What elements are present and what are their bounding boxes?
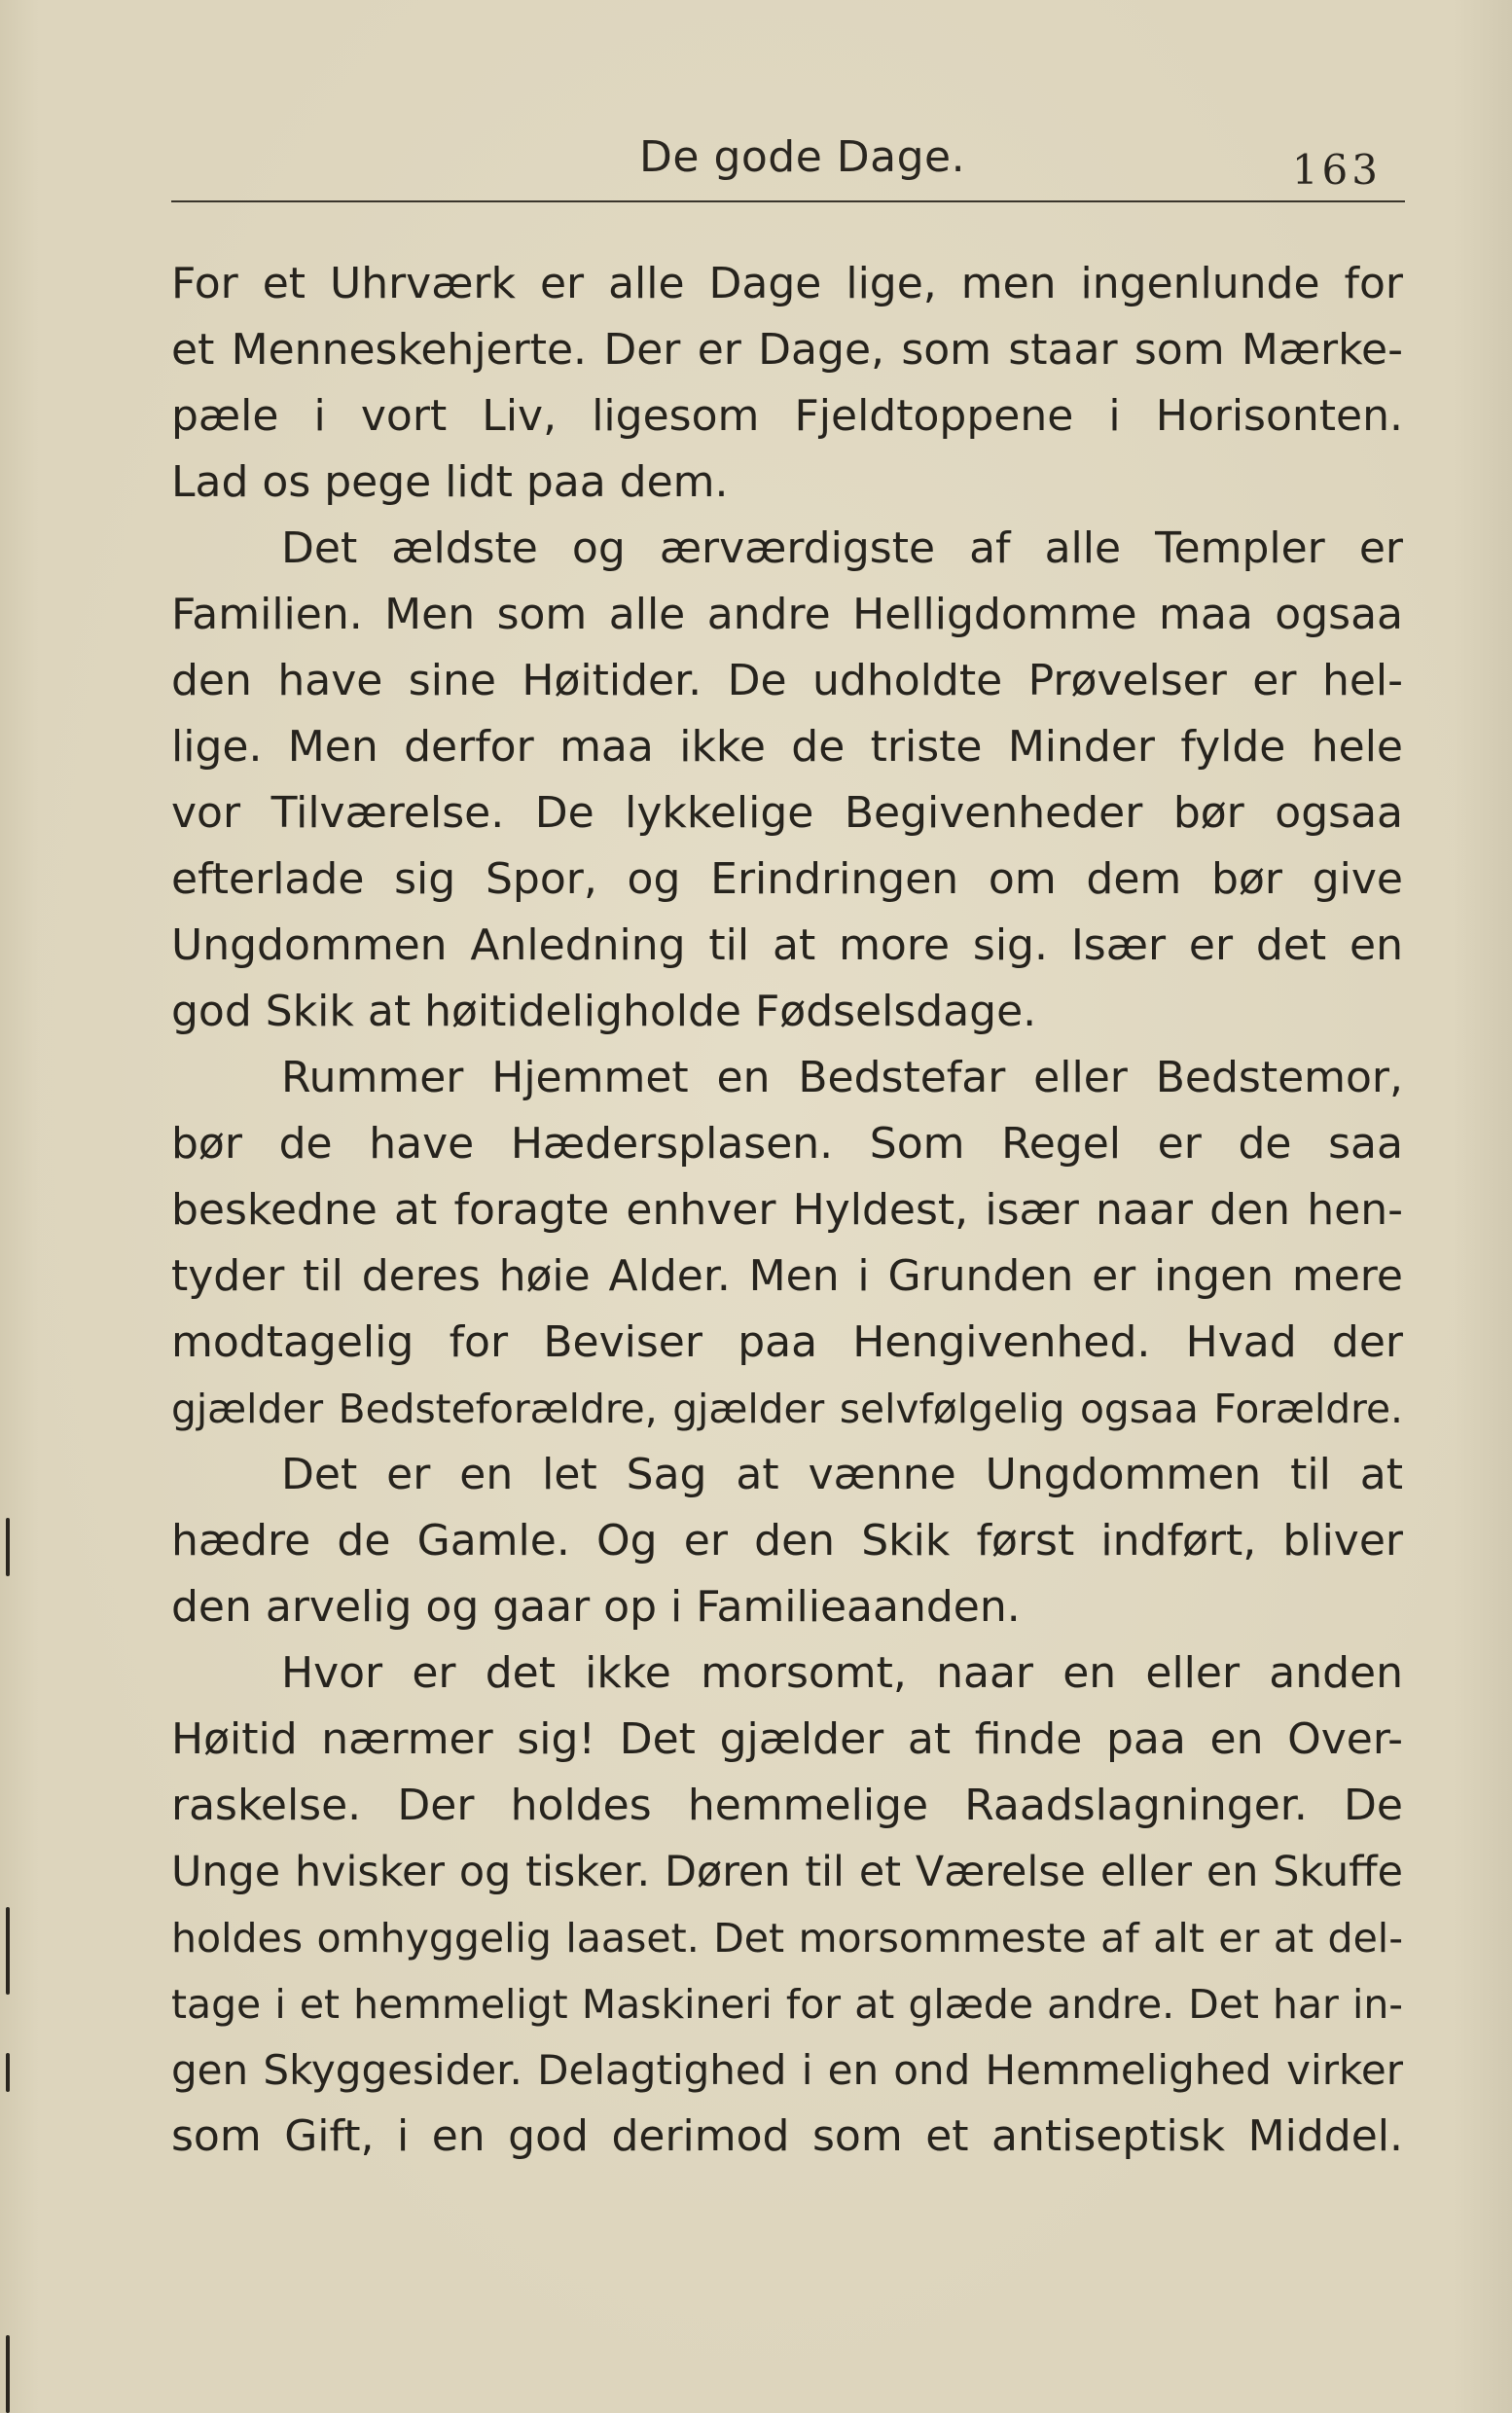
text-line: god Skik at høitideligholde Fødselsdage.: [171, 987, 1037, 1036]
text-line: vor Tilværelse. De lykkelige Begivenheder bør ogsaa: [171, 788, 1403, 838]
text-line: Høitid nærmer sig! Det gjælder at finde paa en Over-: [171, 1714, 1403, 1764]
text-line: Rummer Hjemmet en Bedstefar eller Bedstemor,: [281, 1053, 1403, 1102]
text-line: bør de have Hædersplasen. Som Regel er de saa: [171, 1119, 1403, 1169]
text-line: Det ældste og ærværdigste af alle Templer er: [281, 523, 1403, 573]
text-line: efterlade sig Spor, og Erindringen om dem bør give: [171, 854, 1403, 904]
text-line: som Gift, i en god derimod som et antiseptisk Middel.: [171, 2111, 1403, 2161]
text-line: den have sine Høitider. De udholdte Prøvelser er hel-: [171, 656, 1403, 705]
text-line: Hvor er det ikke morsomt, naar en eller anden: [281, 1648, 1403, 1698]
text-line: For et Uhrværk er alle Dage lige, men ingenlunde for: [171, 259, 1403, 308]
running-title: De gode Dage.: [639, 132, 966, 182]
margin-mark: [6, 2335, 10, 2413]
margin-mark: [6, 2053, 10, 2092]
text-line: beskedne at foragte enhver Hyldest, især naar den hen-: [171, 1185, 1403, 1235]
text-line: Det er en let Sag at vænne Ungdommen til at: [281, 1450, 1403, 1499]
text-line: hædre de Gamle. Og er den Skik først indført, bliver: [171, 1516, 1403, 1566]
text-line: tyder til deres høie Alder. Men i Grunden er ingen mere: [171, 1251, 1403, 1301]
text-line: gjælder Bedsteforældre, gjælder selvfølgelig ogsaa Forældre.: [171, 1386, 1403, 1432]
body-text: [171, 251, 1403, 2170]
page-edge-shadow: [1454, 0, 1512, 2413]
header-rule: [171, 200, 1405, 202]
page-header: [171, 125, 1407, 198]
text-line: lige. Men derfor maa ikke de triste Minder fylde hele: [171, 722, 1403, 772]
text-line: Ungdommen Anledning til at more sig. Især er det en: [171, 920, 1403, 970]
text-line: gen Skyggesider. Delagtighed i en ond Hemmelighed virker: [171, 2046, 1403, 2094]
text-line: Lad os pege lidt paa dem.: [171, 457, 729, 507]
text-line: modtagelig for Beviser paa Hengivenhed. Hvad der: [171, 1317, 1403, 1367]
page-number: 163: [1291, 146, 1382, 194]
text-line: tage i et hemmeligt Maskineri for at glæde andre. Det har in-: [171, 1981, 1403, 2028]
margin-mark: [6, 1907, 10, 1995]
text-line: et Menneskehjerte. Der er Dage, som staar som Mærke-: [171, 325, 1403, 375]
text-line: raskelse. Der holdes hemmelige Raadslagninger. De: [171, 1781, 1403, 1830]
text-line: pæle i vort Liv, ligesom Fjeldtoppene i Horisonten.: [171, 391, 1403, 441]
text-line: holdes omhyggelig laaset. Det morsommeste af alt er at del-: [171, 1915, 1403, 1962]
text-line: Familien. Men som alle andre Helligdomme maa ogsaa: [171, 590, 1403, 639]
text-line: den arvelig og gaar op i Familieaanden.: [171, 1582, 1021, 1632]
margin-mark: [6, 1518, 10, 1576]
text-line: Unge hvisker og tisker. Døren til et Værelse eller en Skuffe: [171, 1848, 1403, 1896]
